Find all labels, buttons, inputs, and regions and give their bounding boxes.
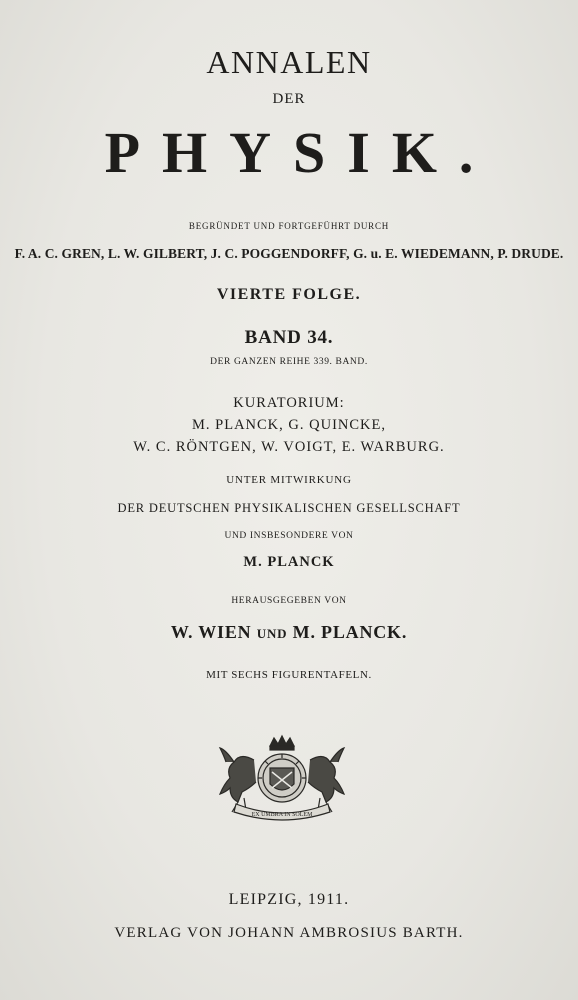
editor-first: W. WIEN (170, 622, 252, 642)
volume-whole-series: DER GANZEN REIHE 339. BAND. (210, 357, 368, 367)
editor-second: M. PLANCK. (292, 622, 408, 642)
founded-intro: BEGRÜNDET UND FORTGEFÜHRT DURCH (188, 221, 390, 231)
publisher-emblem-icon (196, 732, 368, 824)
founders-list: F. A. C. GREN, L. W. GILBERT, J. C. POGGENDORFF, G. u. E. WIEDEMANN, P. DRUDE. (14, 246, 564, 261)
journal-title-der: DER (272, 91, 306, 107)
collaborator-name: M. PLANCK (243, 554, 335, 570)
board-members-line2: W. C. RÖNTGEN, W. VOIGT, E. WARBURG. (133, 439, 445, 455)
editors (0, 623, 578, 641)
board-members-line1: M. PLANCK, G. QUINCKE, (192, 417, 386, 433)
plates-note: MIT SECHS FIGURENTAFELN. (206, 669, 372, 681)
editor-conjunction: UND (256, 626, 288, 641)
journal-title-physik: PHYSIK. (104, 120, 496, 185)
especially-label: UND INSBESONDERE VON (224, 531, 354, 541)
publisher-name: VERLAG VON JOHANN AMBROSIUS BARTH. (114, 925, 464, 941)
journal-title-annalen: ANNALEN (206, 44, 372, 80)
board-label: KURATORIUM: (233, 395, 345, 411)
society-name: DER DEUTSCHEN PHYSIKALISCHEN GESELLSCHAFT (117, 501, 461, 515)
place-and-year: LEIPZIG, 1911. (228, 891, 350, 908)
volume-number: BAND 34. (244, 327, 334, 348)
emblem-motto: EX UMBRA IN SOLEM (251, 812, 313, 818)
collaboration-label: UNTER MITWIRKUNG (226, 474, 352, 486)
series-label: VIERTE FOLGE. (216, 286, 362, 303)
edited-by-label: HERAUSGEGEBEN VON (231, 596, 347, 606)
